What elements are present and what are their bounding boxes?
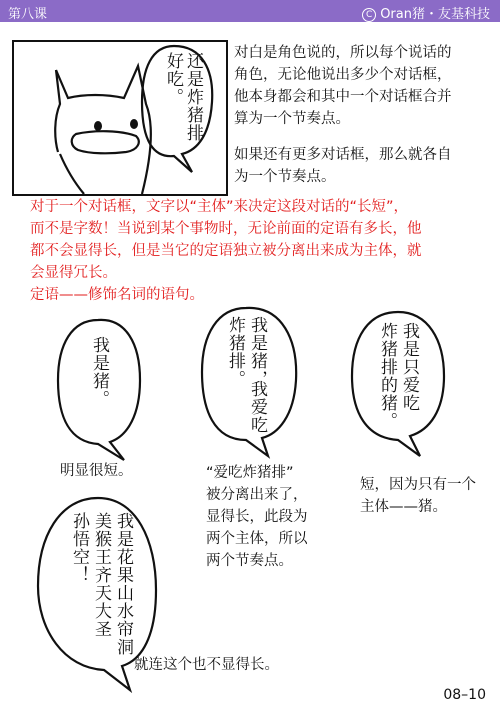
- bubble-1-caption: 明显很短。: [60, 463, 133, 479]
- caption-line: “爱吃炸猪排”: [206, 465, 294, 481]
- bubble-2-text-col1: 我是猪，: [247, 316, 267, 388]
- caption-line: 主体——猪。: [360, 499, 447, 515]
- caption-line: 两个主体，所以: [206, 531, 308, 547]
- intro-line: 他本身都会和其中一个对话框合并: [234, 89, 452, 105]
- rule-line: 而不是字数！当说到某个事物时，无论前面的定语有多长，他: [30, 221, 422, 237]
- bubble-2-caption: [206, 462, 336, 572]
- panel-bubble-text-left: 好吃。: [163, 52, 183, 106]
- intro-line: 为一个节奏点。: [234, 169, 336, 185]
- caption-line: 显得长，此段为: [206, 509, 308, 525]
- caption-line: 短，因为只有一个: [360, 477, 476, 493]
- bubble-4-caption: 就连这个也不显得长。: [134, 657, 279, 673]
- rule-line: 对于一个对话框，文字以“主体”来决定这段对话的“长短”，: [30, 199, 409, 215]
- page-number: 08–10: [443, 687, 486, 703]
- caption-line: 被分离出来了，: [206, 487, 308, 503]
- bubble-1-text: 我是猪。: [89, 336, 109, 408]
- credit-text: Oran猪・友基科技: [380, 7, 490, 22]
- bubble-2-text-col2: 炸猪排。: [225, 316, 245, 388]
- caption-line: 两个节奏点。: [206, 553, 293, 569]
- bubble-4-text-col1: 我是花果山水帘洞: [113, 512, 133, 656]
- bubble-2-text-col3: 我爱吃: [247, 380, 267, 434]
- bubble-4-text-col3: 孙悟空！: [69, 512, 89, 584]
- intro-line: 算为一个节奏点。: [234, 111, 350, 127]
- bubble-4-text-col2: 美猴王齐天大圣: [91, 512, 111, 638]
- intro-line: 如果还有更多对话框，那么就各自: [234, 147, 452, 163]
- rule-line: 都不会显得长，但是当它的定语独立被分离出来成为主体，就: [30, 243, 422, 259]
- rule-line: 定语——修饰名词的语句。: [30, 287, 204, 303]
- bubble-3-text-col2: 炸猪排的猪。: [377, 322, 397, 430]
- bubble-3-text-col1: 我是只爱吃: [399, 322, 419, 412]
- intro-line: 角色，无论他说出多少个对话框，: [234, 67, 452, 83]
- rule-line: 会显得冗长。: [30, 265, 117, 281]
- lesson-label: 第八课: [8, 7, 48, 22]
- copyright-icon: C: [362, 8, 376, 22]
- intro-line: 对白是角色说的，所以每个说话的: [234, 45, 452, 61]
- panel-bubble-text-right: 还是炸猪排: [183, 52, 203, 142]
- bubble-3-caption: [360, 474, 490, 518]
